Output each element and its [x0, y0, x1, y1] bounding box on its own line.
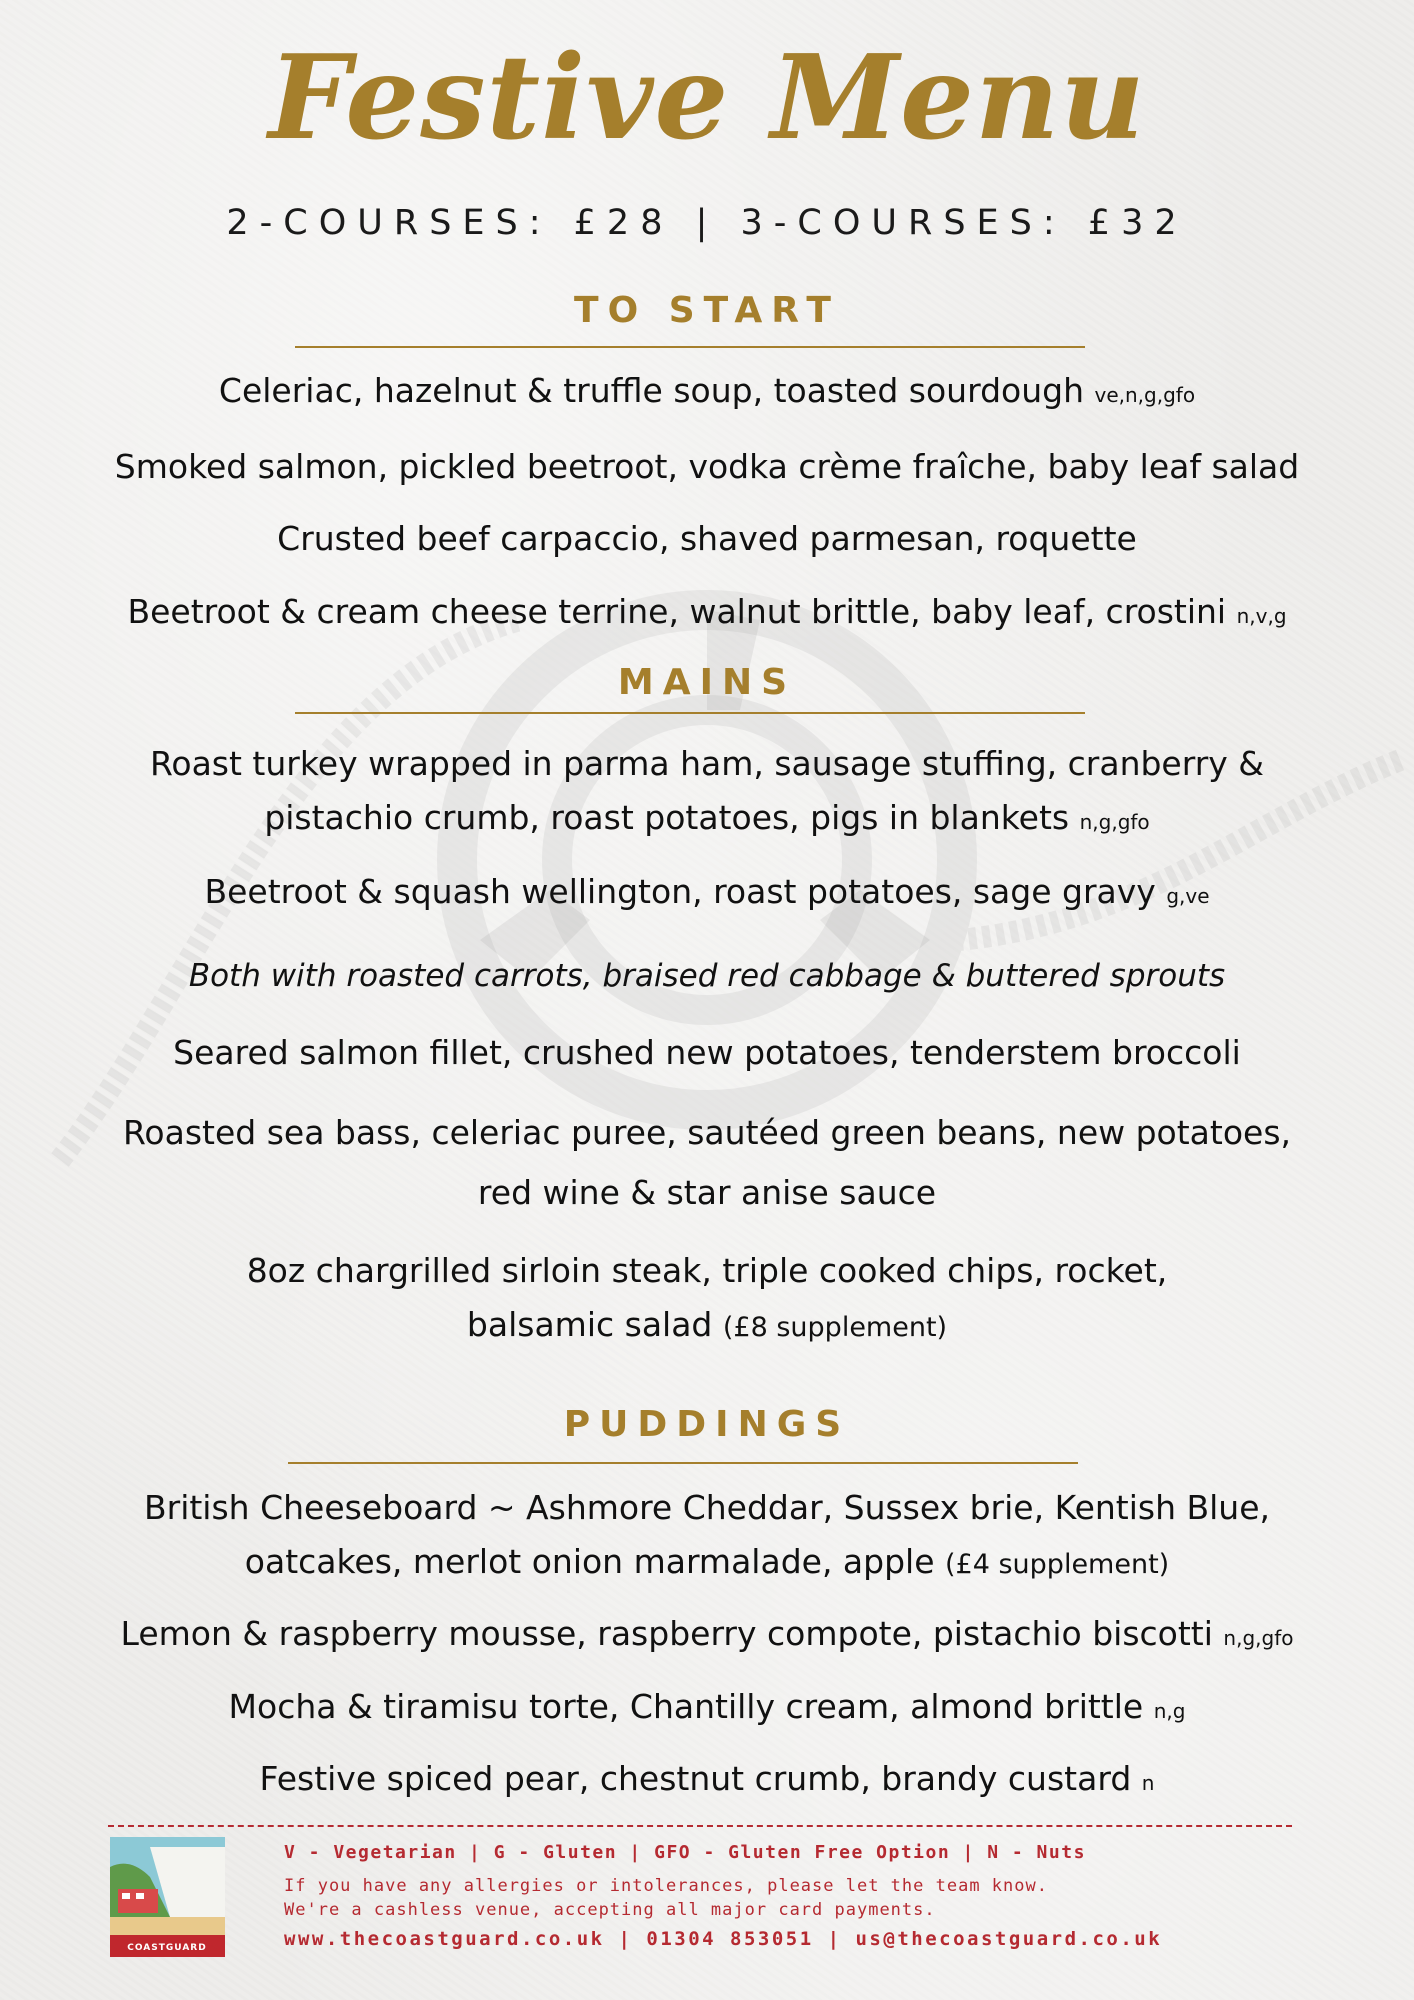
dish-text-line1: 8oz chargrilled sirloin steak, triple cooked chips, rocket, — [246, 1251, 1168, 1290]
dish-text-line2: balsamic salad — [466, 1305, 713, 1344]
dish-text-line1: Roasted sea bass, celeriac puree, sautéed green beans, new potatoes, — [122, 1113, 1292, 1152]
supplement-note: (£4 supplement) — [945, 1549, 1170, 1580]
dietary-tag: g,ve — [1166, 884, 1210, 908]
dish-text: Beetroot & cream cheese terrine, walnut brittle, baby leaf, crostini — [127, 592, 1227, 631]
dish-text-line2: red wine & star anise sauce — [477, 1173, 937, 1212]
dietary-tag: n,g,gfo — [1223, 1626, 1294, 1650]
section-title-mains: MAINS — [617, 662, 797, 703]
footer-divider — [108, 1825, 1292, 1827]
dish-text: Crusted beef carpaccio, shaved parmesan, roquette — [277, 519, 1137, 558]
supplement-note: (£8 supplement) — [722, 1312, 948, 1343]
menu-item — [0, 865, 1414, 923]
contact-details: www.thecoastguard.co.uk | 01304 853051 | us@thecoastguard.co.uk — [284, 1928, 1163, 1950]
dish-text: Lemon & raspberry mousse, raspberry compote, pistachio biscotti — [120, 1614, 1213, 1653]
mains-side-note: Both with roasted carrots, braised red cabbage & buttered sprouts — [188, 958, 1226, 994]
dietary-tag: n,v,g — [1236, 604, 1287, 628]
dish-text: Celeriac, hazelnut & truffle soup, toasted sourdough — [218, 371, 1084, 410]
section-title-puddings: PUDDINGS — [563, 1404, 851, 1445]
dietary-tag: n,g,gfo — [1079, 810, 1150, 834]
dish-text-line2: pistachio crumb, roast potatoes, pigs in blankets — [264, 798, 1070, 837]
allergy-notice: If you have any allergies or intolerances, please let the team know. — [284, 1876, 1048, 1896]
cashless-notice: We're a cashless venue, accepting all major card payments. — [284, 1900, 936, 1920]
dietary-tag: n — [1141, 1771, 1155, 1795]
dish-text: Seared salmon fillet, crushed new potatoes, tenderstem broccoli — [173, 1033, 1241, 1072]
menu-item — [0, 1026, 1414, 1080]
menu-item — [0, 737, 1414, 849]
section-divider-mains — [295, 712, 1085, 714]
menu-item — [0, 1244, 1414, 1355]
menu-item — [0, 1680, 1414, 1738]
dish-text-line2: oatcakes, merlot onion marmalade, apple — [244, 1542, 935, 1581]
coastguard-logo-image — [110, 1837, 225, 1957]
menu-item — [0, 585, 1414, 643]
menu-item — [0, 1752, 1414, 1810]
menu-title: Festive Menu — [268, 30, 1146, 166]
section-divider-puddings — [288, 1462, 1078, 1464]
dish-text-line1: British Cheeseboard ~ Ashmore Cheddar, Sussex brie, Kentish Blue, — [143, 1488, 1271, 1527]
dish-text-line1: Roast turkey wrapped in parma ham, sausage stuffing, cranberry & — [149, 744, 1265, 783]
section-title-start: TO START — [574, 290, 840, 331]
dietary-tag: n,g — [1153, 1699, 1186, 1723]
course-prices: 2-COURSES: £28 | 3-COURSES: £32 — [226, 203, 1188, 243]
menu-item — [0, 440, 1414, 494]
menu-item — [0, 1481, 1414, 1592]
dietary-key: V - Vegetarian | G - Gluten | GFO - Gluten Free Option | N - Nuts — [284, 1842, 1086, 1863]
dish-text: Smoked salmon, pickled beetroot, vodka crème fraîche, baby leaf salad — [114, 447, 1300, 486]
dish-text: Festive spiced pear, chestnut crumb, brandy custard — [259, 1759, 1132, 1798]
svg-text:COASTGUARD: COASTGUARD — [127, 1943, 207, 1953]
dietary-tag: ve,n,g,gfo — [1094, 383, 1196, 407]
dish-text: Beetroot & squash wellington, roast potatoes, sage gravy — [204, 872, 1156, 911]
menu-item — [0, 1607, 1414, 1665]
menu-item — [0, 512, 1414, 566]
menu-item — [0, 1103, 1414, 1223]
menu-item — [0, 364, 1414, 422]
dish-text: Mocha & tiramisu torte, Chantilly cream, almond brittle — [228, 1687, 1144, 1726]
section-divider-start — [295, 346, 1085, 348]
